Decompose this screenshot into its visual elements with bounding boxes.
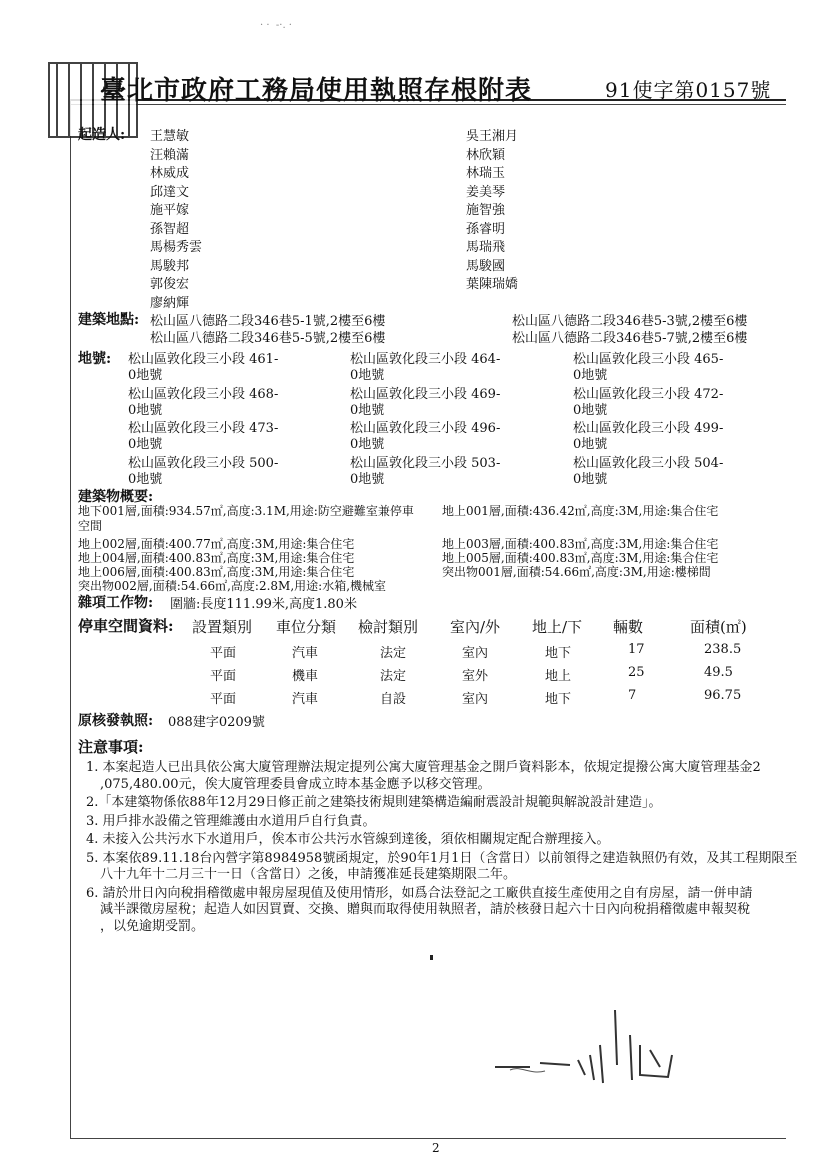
lot-number: 松山區敦化段三小段 473- (128, 421, 279, 436)
floor-5: 地上005層,面積:400.83㎡,高度:3M,用途:集合住宅 (442, 551, 719, 565)
builder-name: 林瑞玉 (466, 166, 506, 181)
lot-number-suffix: 0地號 (573, 368, 608, 383)
parking-header-cell: 車位分類 (276, 618, 337, 636)
builder-name: 葉陳瑞嬌 (466, 277, 519, 292)
parking-table-cell: 自設 (380, 692, 407, 707)
parking-header-cell: 面積(㎡) (690, 618, 747, 636)
scan-dot (430, 955, 433, 960)
floor-4: 地上004層,面積:400.83㎡,高度:3M,用途:集合住宅 (78, 551, 355, 565)
builder-name: 林威成 (150, 166, 190, 181)
parking-table-cell: 平面 (210, 646, 237, 661)
lot-number-suffix: 0地號 (573, 437, 608, 452)
lot-number-suffix: 0地號 (573, 402, 608, 418)
parking-table-cell: 室內 (462, 692, 489, 707)
builder-name: 馬駿邦 (150, 258, 190, 274)
document-title: 臺北市政府工務局使用執照存根附表 (100, 76, 533, 106)
parking-table-cell: 法定 (380, 669, 407, 684)
lots-label: 地號: (78, 351, 112, 367)
lot-number-suffix: 0地號 (128, 368, 163, 383)
site-address-3: 松山區八德路二段346巷5-5號,2樓至6樓 (150, 331, 386, 346)
parking-header-cell: 檢討類別 (358, 618, 419, 636)
builder-name: 王慧敏 (150, 129, 190, 144)
floor-b1: 地下001層,面積:934.57㎡,高度:3.1M,用途:防空避難室兼停車 (78, 504, 414, 518)
builder-name: 孫智超 (150, 221, 190, 237)
floor-2: 地上002層,面積:400.77㎡,高度:3M,用途:集合住宅 (78, 537, 355, 551)
parking-table-cell: 平面 (210, 669, 237, 684)
origin-label: 原核發執照: (78, 713, 154, 729)
note-line: ，以免逾期受罰。 (100, 918, 205, 934)
misc-value: 圍牆:長度111.99米,高度1.80米 (170, 597, 357, 612)
parking-table-cell: 平面 (210, 692, 237, 707)
note-line: 2.「本建築物係依88年12月29日修正前之建築技術規則建築構造編耐震設計規範與解說設計建造」。 (86, 795, 662, 810)
floor-b1-cont: 空間 (78, 519, 103, 533)
parking-table-cell: 地下 (545, 646, 572, 661)
note-line: ,075,480.00元，俟大廈管理委員會成立時本基金應予以移交管理。 (100, 776, 491, 792)
notes-label: 注意事項: (78, 738, 144, 756)
lot-number: 松山區敦化段三小段 464- (350, 352, 501, 367)
parking-table-cell: 法定 (380, 646, 407, 661)
floor-3: 地上003層,面積:400.83㎡,高度:3M,用途:集合住宅 (442, 537, 719, 551)
parking-header-cell: 室內/外 (450, 618, 501, 636)
builder-name: 汪賴滿 (150, 147, 190, 163)
parking-table-cell: 汽車 (292, 692, 319, 707)
lot-number: 松山區敦化段三小段 461- (128, 352, 279, 367)
parking-label: 停車空間資料: (78, 617, 174, 635)
builder-name: 吳王湘月 (466, 129, 519, 144)
lot-number: 松山區敦化段三小段 468- (128, 386, 279, 402)
lot-number-suffix: 0地號 (128, 402, 163, 418)
site-address-4: 松山區八德路二段346巷5-7號,2樓至6樓 (512, 331, 748, 346)
builder-name: 施智強 (466, 203, 506, 218)
scan-noise: · · -·. · (260, 20, 292, 31)
builder-name: 郭俊宏 (150, 277, 190, 292)
misc-label: 雜項工作物: (78, 595, 154, 611)
builder-name: 孫睿明 (466, 221, 506, 237)
parking-table-cell: 地下 (545, 692, 572, 707)
floor-6: 地上006層,面積:400.83㎡,高度:3M,用途:集合住宅 (78, 565, 355, 579)
parking-table-cell: 7 (628, 688, 637, 703)
lot-number: 松山區敦化段三小段 496- (350, 421, 501, 436)
parking-table-cell: 49.5 (704, 665, 733, 680)
parking-table-cell: 汽車 (292, 646, 319, 661)
roof-2: 突出物002層,面積:54.66㎡,高度:2.8M,用途:水箱,機械室 (78, 579, 387, 593)
signature-icon (490, 1005, 680, 1085)
lot-number: 松山區敦化段三小段 499- (573, 421, 724, 436)
origin-value: 088建字0209號 (168, 715, 265, 730)
lot-number-suffix: 0地號 (573, 471, 608, 487)
site-address-1: 松山區八德路二段346巷5-1號,2樓至6樓 (150, 314, 386, 329)
lot-number: 松山區敦化段三小段 469- (350, 386, 501, 402)
parking-table-cell: 室內 (462, 646, 489, 661)
parking-table-cell: 地上 (545, 669, 572, 684)
parking-table-cell: 96.75 (704, 688, 742, 703)
parking-header-cell: 地上/下 (532, 618, 583, 636)
note-line: 3. 用戶排水設備之管理維護由水道用戶自行負責。 (86, 813, 376, 829)
lot-number-suffix: 0地號 (350, 368, 385, 383)
parking-table-cell: 室外 (462, 669, 489, 684)
roof-1: 突出物001層,面積:54.66㎡,高度:3M,用途:樓梯間 (442, 565, 711, 579)
note-line: 4. 未接入公共污水下水道用戶，俟本市公共污水管線到達後，須依相關規定配合辦理接入。 (86, 832, 610, 847)
note-line: 八十九年十二月三十一日（含當日）之後，申請獲准延長建築期限二年。 (100, 867, 517, 882)
lot-number: 松山區敦化段三小段 500- (128, 455, 279, 471)
site-label: 建築地點: (78, 312, 140, 328)
note-line: 6. 請於卅日內向稅捐稽徵處申報房屋現值及使用情形，如爲合法登記之工廠供直接生產使用之自有房屋，請一併申請 (86, 885, 753, 901)
builder-name: 馬楊秀雲 (150, 240, 203, 255)
floor-1: 地上001層,面積:436.42㎡,高度:3M,用途:集合住宅 (442, 504, 719, 518)
lot-number: 松山區敦化段三小段 504- (573, 455, 724, 471)
frame-bottom-line (70, 1138, 786, 1139)
builder-name: 馬瑞飛 (466, 240, 506, 255)
parking-header-cell: 輛數 (613, 618, 644, 636)
building-label: 建築物概要: (78, 489, 154, 505)
lot-number-suffix: 0地號 (128, 437, 163, 452)
parking-table-cell: 238.5 (704, 642, 742, 657)
permit-number: 91使字第0157號 (605, 78, 772, 102)
builders-label: 起造人: (78, 127, 126, 143)
site-address-2: 松山區八德路二段346巷5-3號,2樓至6樓 (512, 314, 748, 329)
parking-table-cell: 17 (628, 642, 645, 657)
builder-name: 馬駿國 (466, 258, 506, 274)
lot-number: 松山區敦化段三小段 472- (573, 386, 724, 402)
parking-table-cell: 25 (628, 665, 645, 680)
page-number: 2 (432, 1141, 440, 1155)
frame-left-line (70, 99, 71, 1139)
note-line: 1. 本案起造人已出具依公寓大廈管理辦法規定提列公寓大廈管理基金之開戶資料影本，依規定提撥公寓大廈管理基金2 (86, 760, 761, 775)
builder-name: 邱達文 (150, 184, 190, 200)
lot-number: 松山區敦化段三小段 465- (573, 352, 724, 367)
note-line: 5. 本案依89.11.18台內營字第8984958號函規定，於90年1月1日（含當日）以前領得之建造執照仍有效，及其工程期限至 (86, 850, 798, 866)
lot-number-suffix: 0地號 (350, 437, 385, 452)
builder-name: 姜美琴 (466, 184, 506, 200)
builder-name: 林欣穎 (466, 147, 506, 163)
lot-number-suffix: 0地號 (350, 471, 385, 487)
builder-name: 施平嫁 (150, 203, 190, 218)
lot-number-suffix: 0地號 (128, 471, 163, 487)
parking-table-cell: 機車 (292, 669, 319, 684)
note-line: 減半課徵房屋稅；起造人如因買賣、交換、贈與而取得使用執照者，請於核發日起六十日內向稅捐稽徵處申報契稅 (100, 902, 751, 917)
builder-name: 廖納輝 (150, 295, 190, 311)
parking-header-cell: 設置類別 (192, 618, 253, 636)
lot-number-suffix: 0地號 (350, 402, 385, 418)
lot-number: 松山區敦化段三小段 503- (350, 455, 501, 471)
